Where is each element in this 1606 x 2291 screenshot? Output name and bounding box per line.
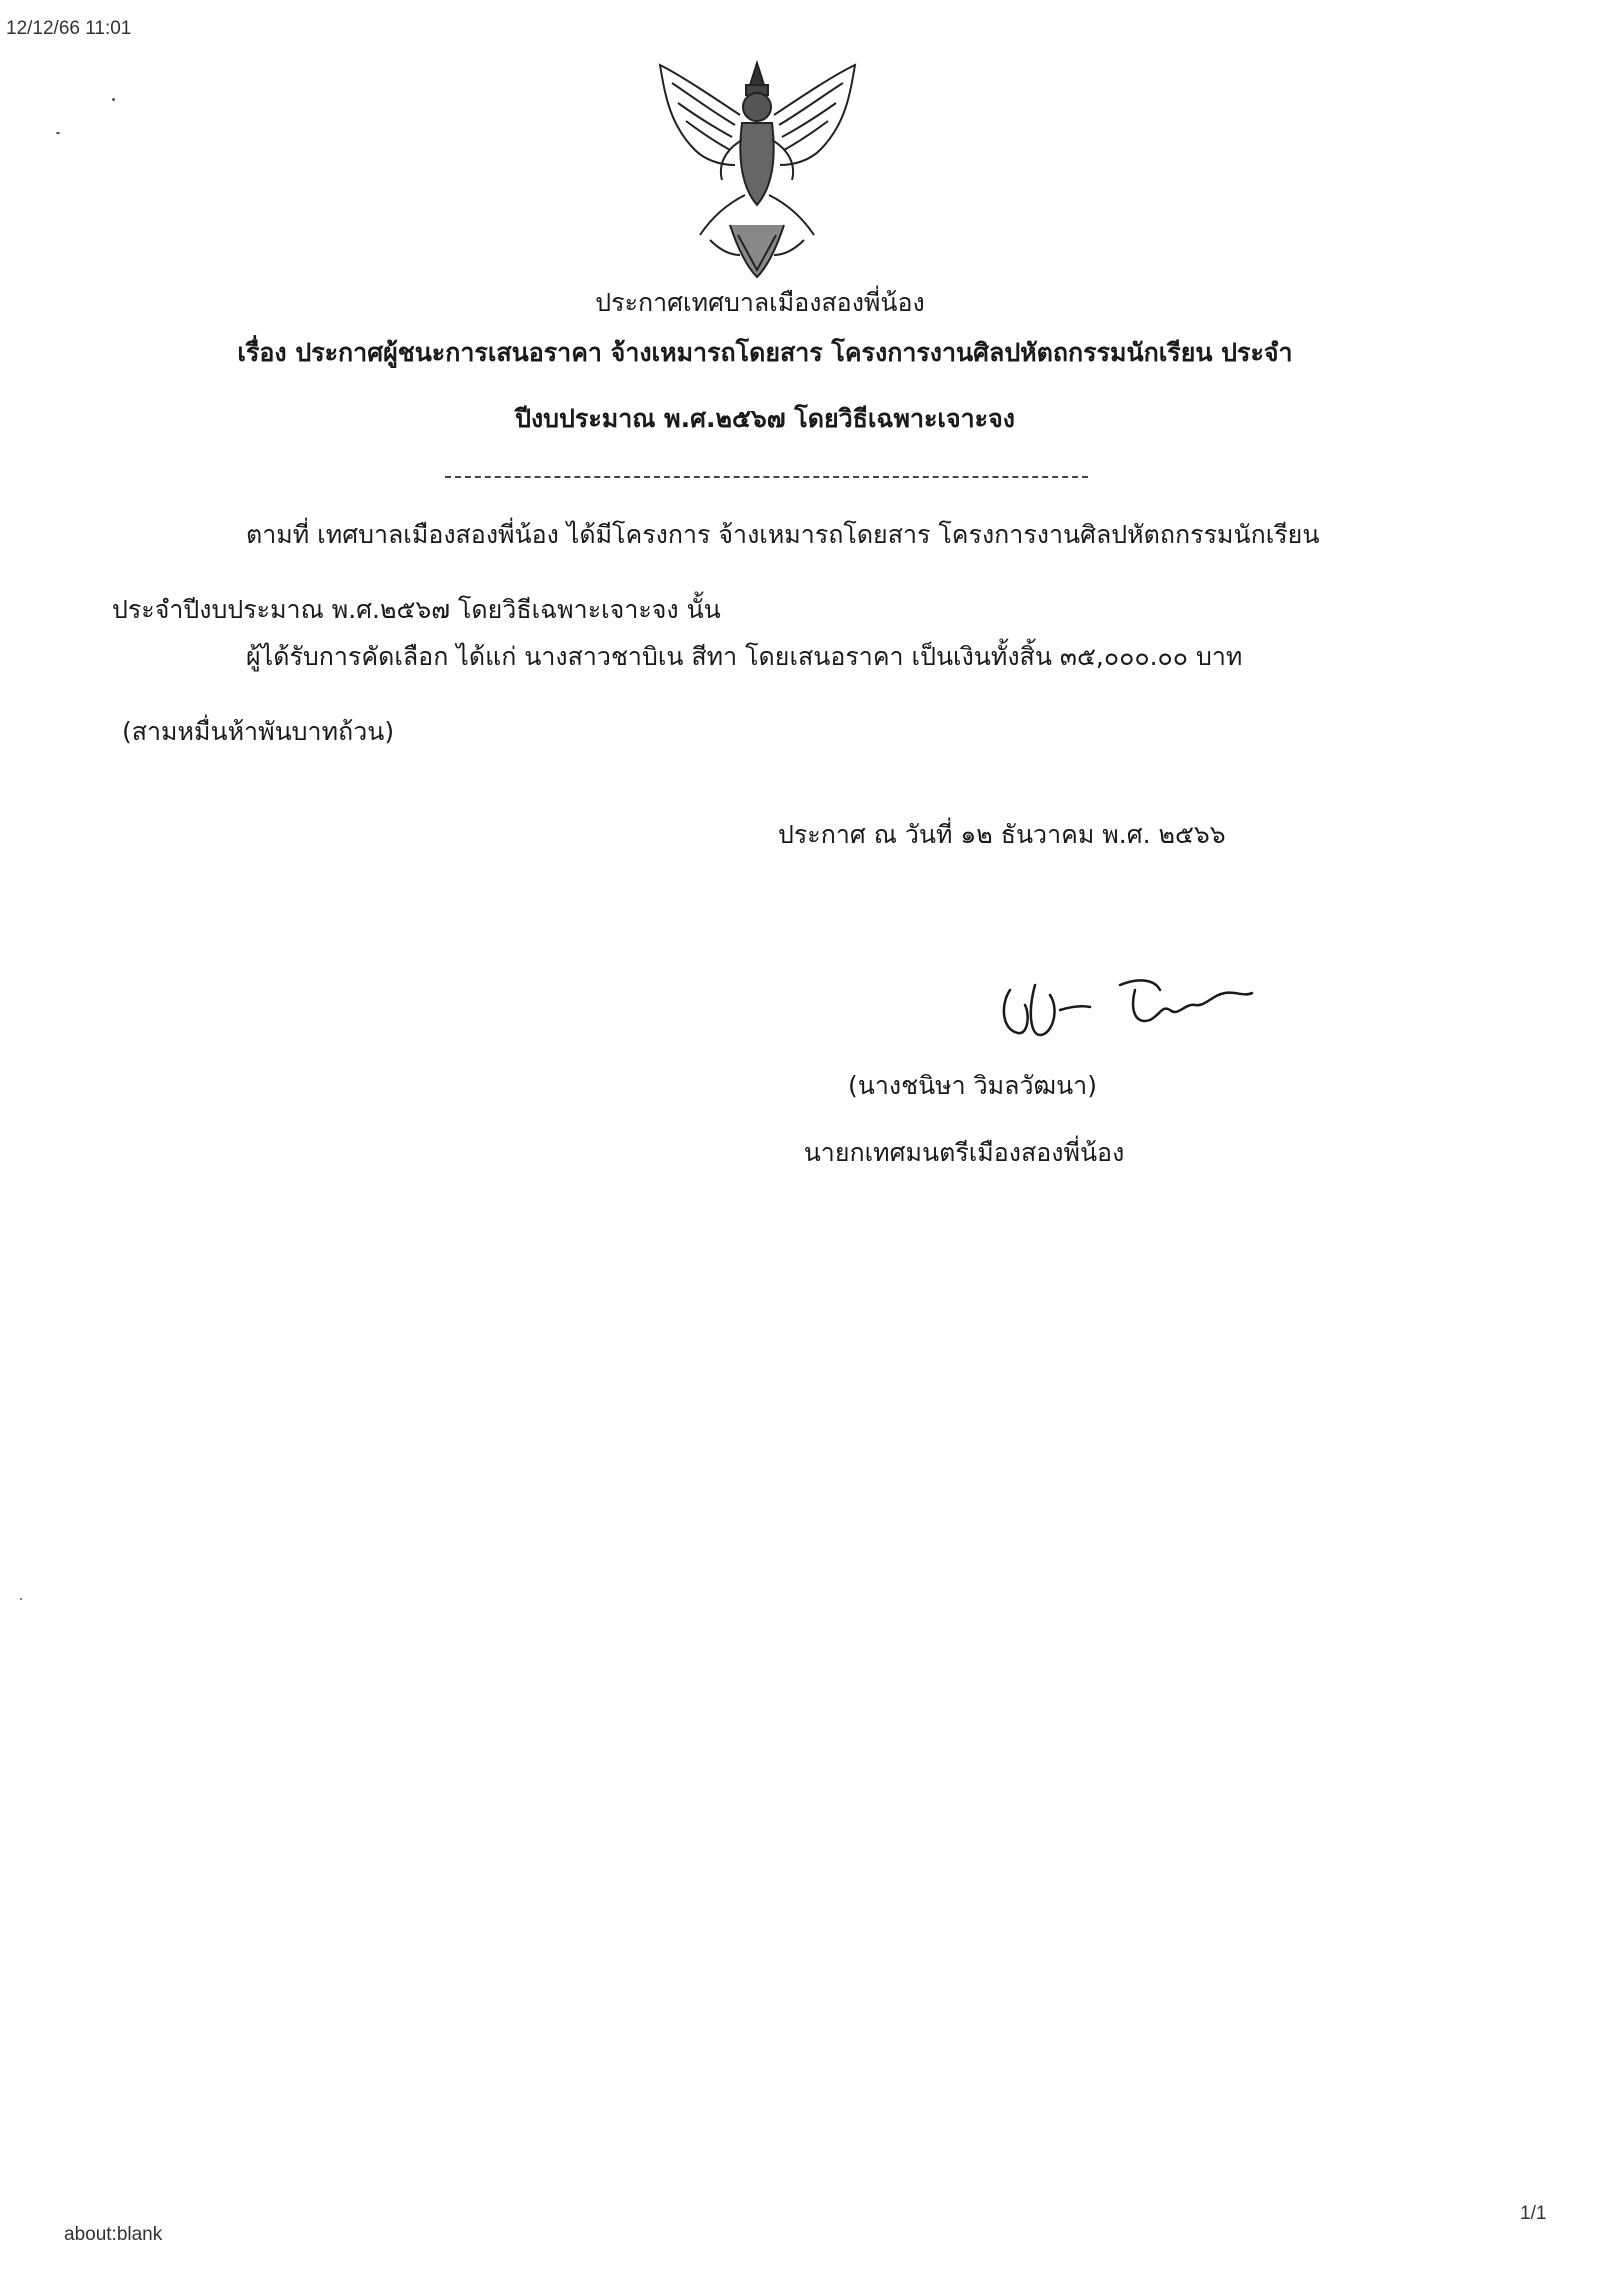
garuda-emblem-icon [650,55,865,280]
print-footer-url: about:blank [64,2224,163,2245]
body-paragraph2-line2: (สามหมื่นห้าพันบาทถ้วน) [122,717,395,746]
body-paragraph1-line1: ตามที่ เทศบาลเมืองสองพี่น้อง ได้มีโครงการ จ้างเหมารถโดยสาร โครงการงานศิลปหัตถกรรมนักเรียน [246,520,1320,549]
announcement-title: ประกาศเทศบาลเมืองสองพี่น้อง [595,288,925,317]
body-paragraph1-line2: ประจำปีงบประมาณ พ.ศ.๒๕๖๗ โดยวิธีเฉพาะเจาะจง นั้น [112,595,721,624]
announcement-date-line: ประกาศ ณ วันที่ ๑๒ ธันวาคม พ.ศ. ๒๕๖๖ [778,820,1226,849]
scan-speck [56,132,60,134]
print-header-timestamp: 12/12/66 11:01 [6,18,132,39]
scan-speck [20,1598,22,1600]
signer-name: (นางชนิษา วิมลวัฒนา) [848,1071,1097,1100]
handwritten-signature-icon [990,955,1260,1045]
announcement-subject-line2: ปีงบประมาณ พ.ศ.๒๕๖๗ โดยวิธีเฉพาะเจาะจง [515,404,1015,433]
scan-speck [112,98,115,101]
dashed-divider [445,476,1088,478]
announcement-subject-line1: เรื่อง ประกาศผู้ชนะการเสนอราคา จ้างเหมารถโดยสาร โครงการงานศิลปหัตถกรรมนักเรียน ประจำ [237,338,1293,367]
body-paragraph2-line1: ผู้ได้รับการคัดเลือก ได้แก่ นางสาวชาบิเน สีทา โดยเสนอราคา เป็นเงินทั้งสิ้น ๓๕,๐๐๐.๐๐ บาท [246,642,1243,671]
signer-title: นายกเทศมนตรีเมืองสองพี่น้อง [803,1138,1125,1167]
print-footer-page-number: 1/1 [1520,2203,1547,2224]
